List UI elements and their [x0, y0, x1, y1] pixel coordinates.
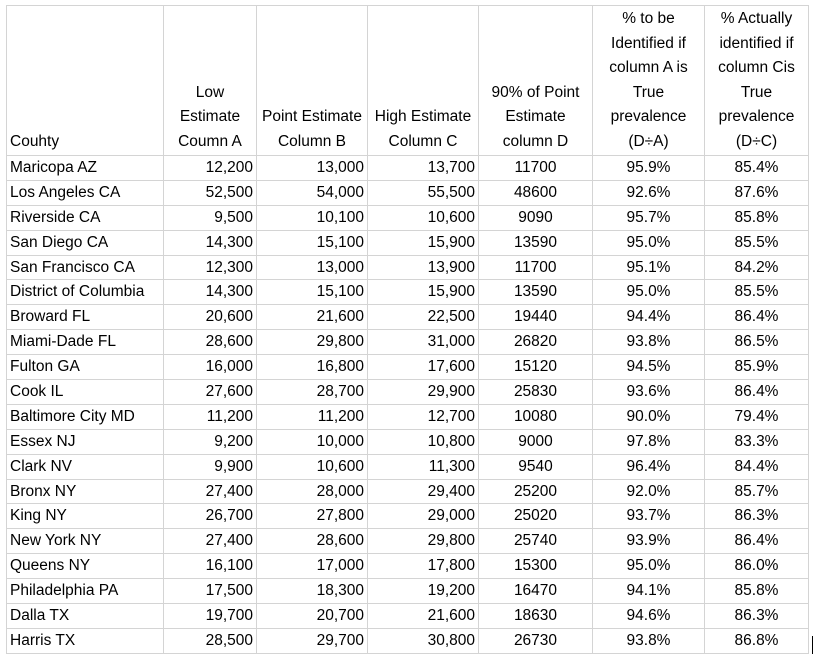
cell-ninety-percent[interactable]: 13590 — [479, 230, 593, 255]
cell-high-estimate[interactable]: 15,900 — [368, 280, 479, 305]
table-row — [7, 604, 809, 629]
cell-point-estimate[interactable]: 13,000 — [257, 156, 368, 181]
cell-low-estimate[interactable]: 14,300 — [164, 230, 257, 255]
header-ninety-percent[interactable]: 90% of Point Estimate column D — [479, 6, 593, 156]
cell-pct-identified-c[interactable]: 87.6% — [705, 180, 809, 205]
table-body — [7, 156, 809, 654]
table-row — [7, 280, 809, 305]
cell-county[interactable]: New York NY — [7, 529, 164, 554]
table-row — [7, 529, 809, 554]
cell-pct-identified-c[interactable]: 79.4% — [705, 404, 809, 429]
cell-point-estimate[interactable]: 11,200 — [257, 404, 368, 429]
cell-ninety-percent[interactable]: 10080 — [479, 404, 593, 429]
cell-county[interactable]: Miami-Dade FL — [7, 330, 164, 355]
cell-ninety-percent[interactable]: 11700 — [479, 255, 593, 280]
cell-high-estimate[interactable]: 10,600 — [368, 205, 479, 230]
cell-low-estimate[interactable]: 16,000 — [164, 355, 257, 380]
cell-pct-identified-a[interactable]: 90.0% — [593, 404, 705, 429]
table-row — [7, 355, 809, 380]
cell-high-estimate[interactable]: 13,700 — [368, 156, 479, 181]
cell-county[interactable]: Dalla TX — [7, 604, 164, 629]
table-row — [7, 380, 809, 405]
cell-pct-identified-a[interactable]: 93.8% — [593, 628, 705, 653]
cell-high-estimate[interactable]: 17,800 — [368, 554, 479, 579]
cell-ninety-percent[interactable]: 26730 — [479, 628, 593, 653]
table-row — [7, 330, 809, 355]
cell-county[interactable]: Queens NY — [7, 554, 164, 579]
cell-pct-identified-c[interactable]: 85.5% — [705, 280, 809, 305]
cell-county[interactable]: Broward FL — [7, 305, 164, 330]
cell-high-estimate[interactable]: 22,500 — [368, 305, 479, 330]
cell-ninety-percent[interactable]: 15120 — [479, 355, 593, 380]
cell-high-estimate[interactable]: 29,900 — [368, 380, 479, 405]
cell-pct-identified-c[interactable]: 86.5% — [705, 330, 809, 355]
cell-ninety-percent[interactable]: 18630 — [479, 604, 593, 629]
cell-county[interactable]: District of Columbia — [7, 280, 164, 305]
cell-point-estimate[interactable]: 18,300 — [257, 579, 368, 604]
cell-pct-identified-a[interactable]: 93.9% — [593, 529, 705, 554]
cell-ninety-percent[interactable]: 25020 — [479, 504, 593, 529]
cell-pct-identified-a[interactable]: 92.6% — [593, 180, 705, 205]
cell-low-estimate[interactable]: 16,100 — [164, 554, 257, 579]
cell-pct-identified-a[interactable]: 97.8% — [593, 429, 705, 454]
cell-high-estimate[interactable]: 55,500 — [368, 180, 479, 205]
cell-pct-identified-a[interactable]: 96.4% — [593, 454, 705, 479]
cell-ninety-percent[interactable]: 25740 — [479, 529, 593, 554]
cell-pct-identified-c[interactable]: 85.8% — [705, 579, 809, 604]
cell-county[interactable]: San Francisco CA — [7, 255, 164, 280]
prevalence-table — [6, 5, 809, 654]
cell-county[interactable]: Bronx NY — [7, 479, 164, 504]
cell-high-estimate[interactable]: 29,000 — [368, 504, 479, 529]
cell-low-estimate[interactable]: 27,400 — [164, 529, 257, 554]
table-row — [7, 156, 809, 181]
cell-pct-identified-a[interactable]: 95.0% — [593, 554, 705, 579]
cell-point-estimate[interactable]: 28,700 — [257, 380, 368, 405]
cell-county[interactable]: Harris TX — [7, 628, 164, 653]
cell-county[interactable]: Baltimore City MD — [7, 404, 164, 429]
cell-ninety-percent[interactable]: 26820 — [479, 330, 593, 355]
cell-pct-identified-c[interactable]: 86.4% — [705, 529, 809, 554]
cell-county[interactable]: Maricopa AZ — [7, 156, 164, 181]
header-pct-identified-a[interactable]: % to be Identified if column A is True prevalence (D÷A) — [593, 6, 705, 156]
cell-pct-identified-a[interactable]: 95.1% — [593, 255, 705, 280]
cell-pct-identified-c[interactable]: 85.7% — [705, 479, 809, 504]
cell-high-estimate[interactable]: 11,300 — [368, 454, 479, 479]
cell-county[interactable]: Philadelphia PA — [7, 579, 164, 604]
cell-high-estimate[interactable]: 13,900 — [368, 255, 479, 280]
cell-pct-identified-c[interactable]: 84.4% — [705, 454, 809, 479]
cell-pct-identified-c[interactable]: 83.3% — [705, 429, 809, 454]
cell-point-estimate[interactable]: 28,600 — [257, 529, 368, 554]
cell-ninety-percent[interactable]: 13590 — [479, 280, 593, 305]
cell-ninety-percent[interactable]: 48600 — [479, 180, 593, 205]
cell-point-estimate[interactable]: 28,000 — [257, 479, 368, 504]
cell-ninety-percent[interactable]: 9090 — [479, 205, 593, 230]
table-row — [7, 454, 809, 479]
cell-low-estimate[interactable]: 27,400 — [164, 479, 257, 504]
table-row — [7, 579, 809, 604]
cell-ninety-percent[interactable]: 19440 — [479, 305, 593, 330]
cell-high-estimate[interactable]: 31,000 — [368, 330, 479, 355]
cell-county[interactable]: Los Angeles CA — [7, 180, 164, 205]
cell-point-estimate[interactable]: 54,000 — [257, 180, 368, 205]
cell-high-estimate[interactable]: 19,200 — [368, 579, 479, 604]
cell-pct-identified-c[interactable]: 86.4% — [705, 305, 809, 330]
cell-low-estimate[interactable]: 27,600 — [164, 380, 257, 405]
cell-high-estimate[interactable]: 10,800 — [368, 429, 479, 454]
cell-pct-identified-a[interactable]: 95.7% — [593, 205, 705, 230]
cell-ninety-percent[interactable]: 15300 — [479, 554, 593, 579]
cell-pct-identified-c[interactable]: 85.8% — [705, 205, 809, 230]
cell-county[interactable]: Cook IL — [7, 380, 164, 405]
cell-pct-identified-a[interactable]: 95.0% — [593, 230, 705, 255]
table-row — [7, 404, 809, 429]
cell-high-estimate[interactable]: 17,600 — [368, 355, 479, 380]
cell-low-estimate[interactable]: 28,600 — [164, 330, 257, 355]
cell-low-estimate[interactable]: 9,500 — [164, 205, 257, 230]
cell-point-estimate[interactable]: 20,700 — [257, 604, 368, 629]
cell-pct-identified-c[interactable]: 86.8% — [705, 628, 809, 653]
cell-county[interactable]: Clark NV — [7, 454, 164, 479]
table-row — [7, 180, 809, 205]
cell-county[interactable]: King NY — [7, 504, 164, 529]
cell-high-estimate[interactable]: 29,400 — [368, 479, 479, 504]
table-row — [7, 205, 809, 230]
cell-pct-identified-c[interactable]: 86.3% — [705, 604, 809, 629]
header-point-estimate[interactable]: Point Estimate Column B — [257, 6, 368, 156]
table-row — [7, 504, 809, 529]
cell-low-estimate[interactable]: 26,700 — [164, 504, 257, 529]
header-pct-identified-c[interactable]: % Actually identified if column Cis True prevalence (D÷C) — [705, 6, 809, 156]
cell-low-estimate[interactable]: 12,300 — [164, 255, 257, 280]
cell-high-estimate[interactable]: 15,900 — [368, 230, 479, 255]
cell-pct-identified-c[interactable]: 85.4% — [705, 156, 809, 181]
cell-low-estimate[interactable]: 52,500 — [164, 180, 257, 205]
cell-pct-identified-a[interactable]: 95.9% — [593, 156, 705, 181]
cell-point-estimate[interactable]: 29,800 — [257, 330, 368, 355]
cell-pct-identified-c[interactable]: 86.4% — [705, 380, 809, 405]
cell-ninety-percent[interactable]: 9540 — [479, 454, 593, 479]
cell-pct-identified-c[interactable]: 85.9% — [705, 355, 809, 380]
table-row — [7, 230, 809, 255]
cell-pct-identified-c[interactable]: 84.2% — [705, 255, 809, 280]
cell-pct-identified-a[interactable]: 95.0% — [593, 280, 705, 305]
cell-low-estimate[interactable]: 9,200 — [164, 429, 257, 454]
cell-pct-identified-a[interactable]: 93.7% — [593, 504, 705, 529]
header-high-estimate[interactable]: High Estimate Column C — [368, 6, 479, 156]
cell-low-estimate[interactable]: 11,200 — [164, 404, 257, 429]
cell-county[interactable]: Riverside CA — [7, 205, 164, 230]
cell-high-estimate[interactable]: 12,700 — [368, 404, 479, 429]
cell-county[interactable]: Essex NJ — [7, 429, 164, 454]
cell-ninety-percent[interactable]: 9000 — [479, 429, 593, 454]
table-row — [7, 628, 809, 653]
header-county[interactable]: Couhty — [7, 6, 164, 156]
table-row — [7, 305, 809, 330]
cell-high-estimate[interactable]: 30,800 — [368, 628, 479, 653]
cell-pct-identified-c[interactable]: 86.0% — [705, 554, 809, 579]
cell-low-estimate[interactable]: 17,500 — [164, 579, 257, 604]
cell-pct-identified-a[interactable]: 93.8% — [593, 330, 705, 355]
cell-pct-identified-a[interactable]: 93.6% — [593, 380, 705, 405]
cell-pct-identified-c[interactable]: 86.3% — [705, 504, 809, 529]
header-low-estimate[interactable]: Low Estimate Coumn A — [164, 6, 257, 156]
cell-pct-identified-a[interactable]: 92.0% — [593, 479, 705, 504]
cell-point-estimate[interactable]: 15,100 — [257, 230, 368, 255]
cell-ninety-percent[interactable]: 25830 — [479, 380, 593, 405]
cell-point-estimate[interactable]: 10,600 — [257, 454, 368, 479]
cell-point-estimate[interactable]: 17,000 — [257, 554, 368, 579]
cell-ninety-percent[interactable]: 11700 — [479, 156, 593, 181]
header-row — [7, 6, 809, 156]
cell-low-estimate[interactable]: 28,500 — [164, 628, 257, 653]
table-row — [7, 479, 809, 504]
cell-low-estimate[interactable]: 14,300 — [164, 280, 257, 305]
cell-pct-identified-c[interactable]: 85.5% — [705, 230, 809, 255]
cell-low-estimate[interactable]: 20,600 — [164, 305, 257, 330]
cell-low-estimate[interactable]: 9,900 — [164, 454, 257, 479]
table-row — [7, 554, 809, 579]
cell-high-estimate[interactable]: 29,800 — [368, 529, 479, 554]
cell-point-estimate[interactable]: 13,000 — [257, 255, 368, 280]
cell-pct-identified-a[interactable]: 94.4% — [593, 305, 705, 330]
cell-point-estimate[interactable]: 10,000 — [257, 429, 368, 454]
cell-ninety-percent[interactable]: 25200 — [479, 479, 593, 504]
cell-county[interactable]: San Diego CA — [7, 230, 164, 255]
cell-point-estimate[interactable]: 27,800 — [257, 504, 368, 529]
cell-low-estimate[interactable]: 12,200 — [164, 156, 257, 181]
cell-point-estimate[interactable]: 15,100 — [257, 280, 368, 305]
cell-point-estimate[interactable]: 21,600 — [257, 305, 368, 330]
table-row — [7, 255, 809, 280]
cell-point-estimate[interactable]: 16,800 — [257, 355, 368, 380]
cell-pct-identified-a[interactable]: 94.5% — [593, 355, 705, 380]
table-row — [7, 429, 809, 454]
cell-point-estimate[interactable]: 10,100 — [257, 205, 368, 230]
cell-low-estimate[interactable]: 19,700 — [164, 604, 257, 629]
cell-pct-identified-a[interactable]: 94.1% — [593, 579, 705, 604]
cell-point-estimate[interactable]: 29,700 — [257, 628, 368, 653]
cell-county[interactable]: Fulton GA — [7, 355, 164, 380]
cell-pct-identified-a[interactable]: 94.6% — [593, 604, 705, 629]
cell-ninety-percent[interactable]: 16470 — [479, 579, 593, 604]
text-cursor — [812, 636, 813, 654]
cell-high-estimate[interactable]: 21,600 — [368, 604, 479, 629]
